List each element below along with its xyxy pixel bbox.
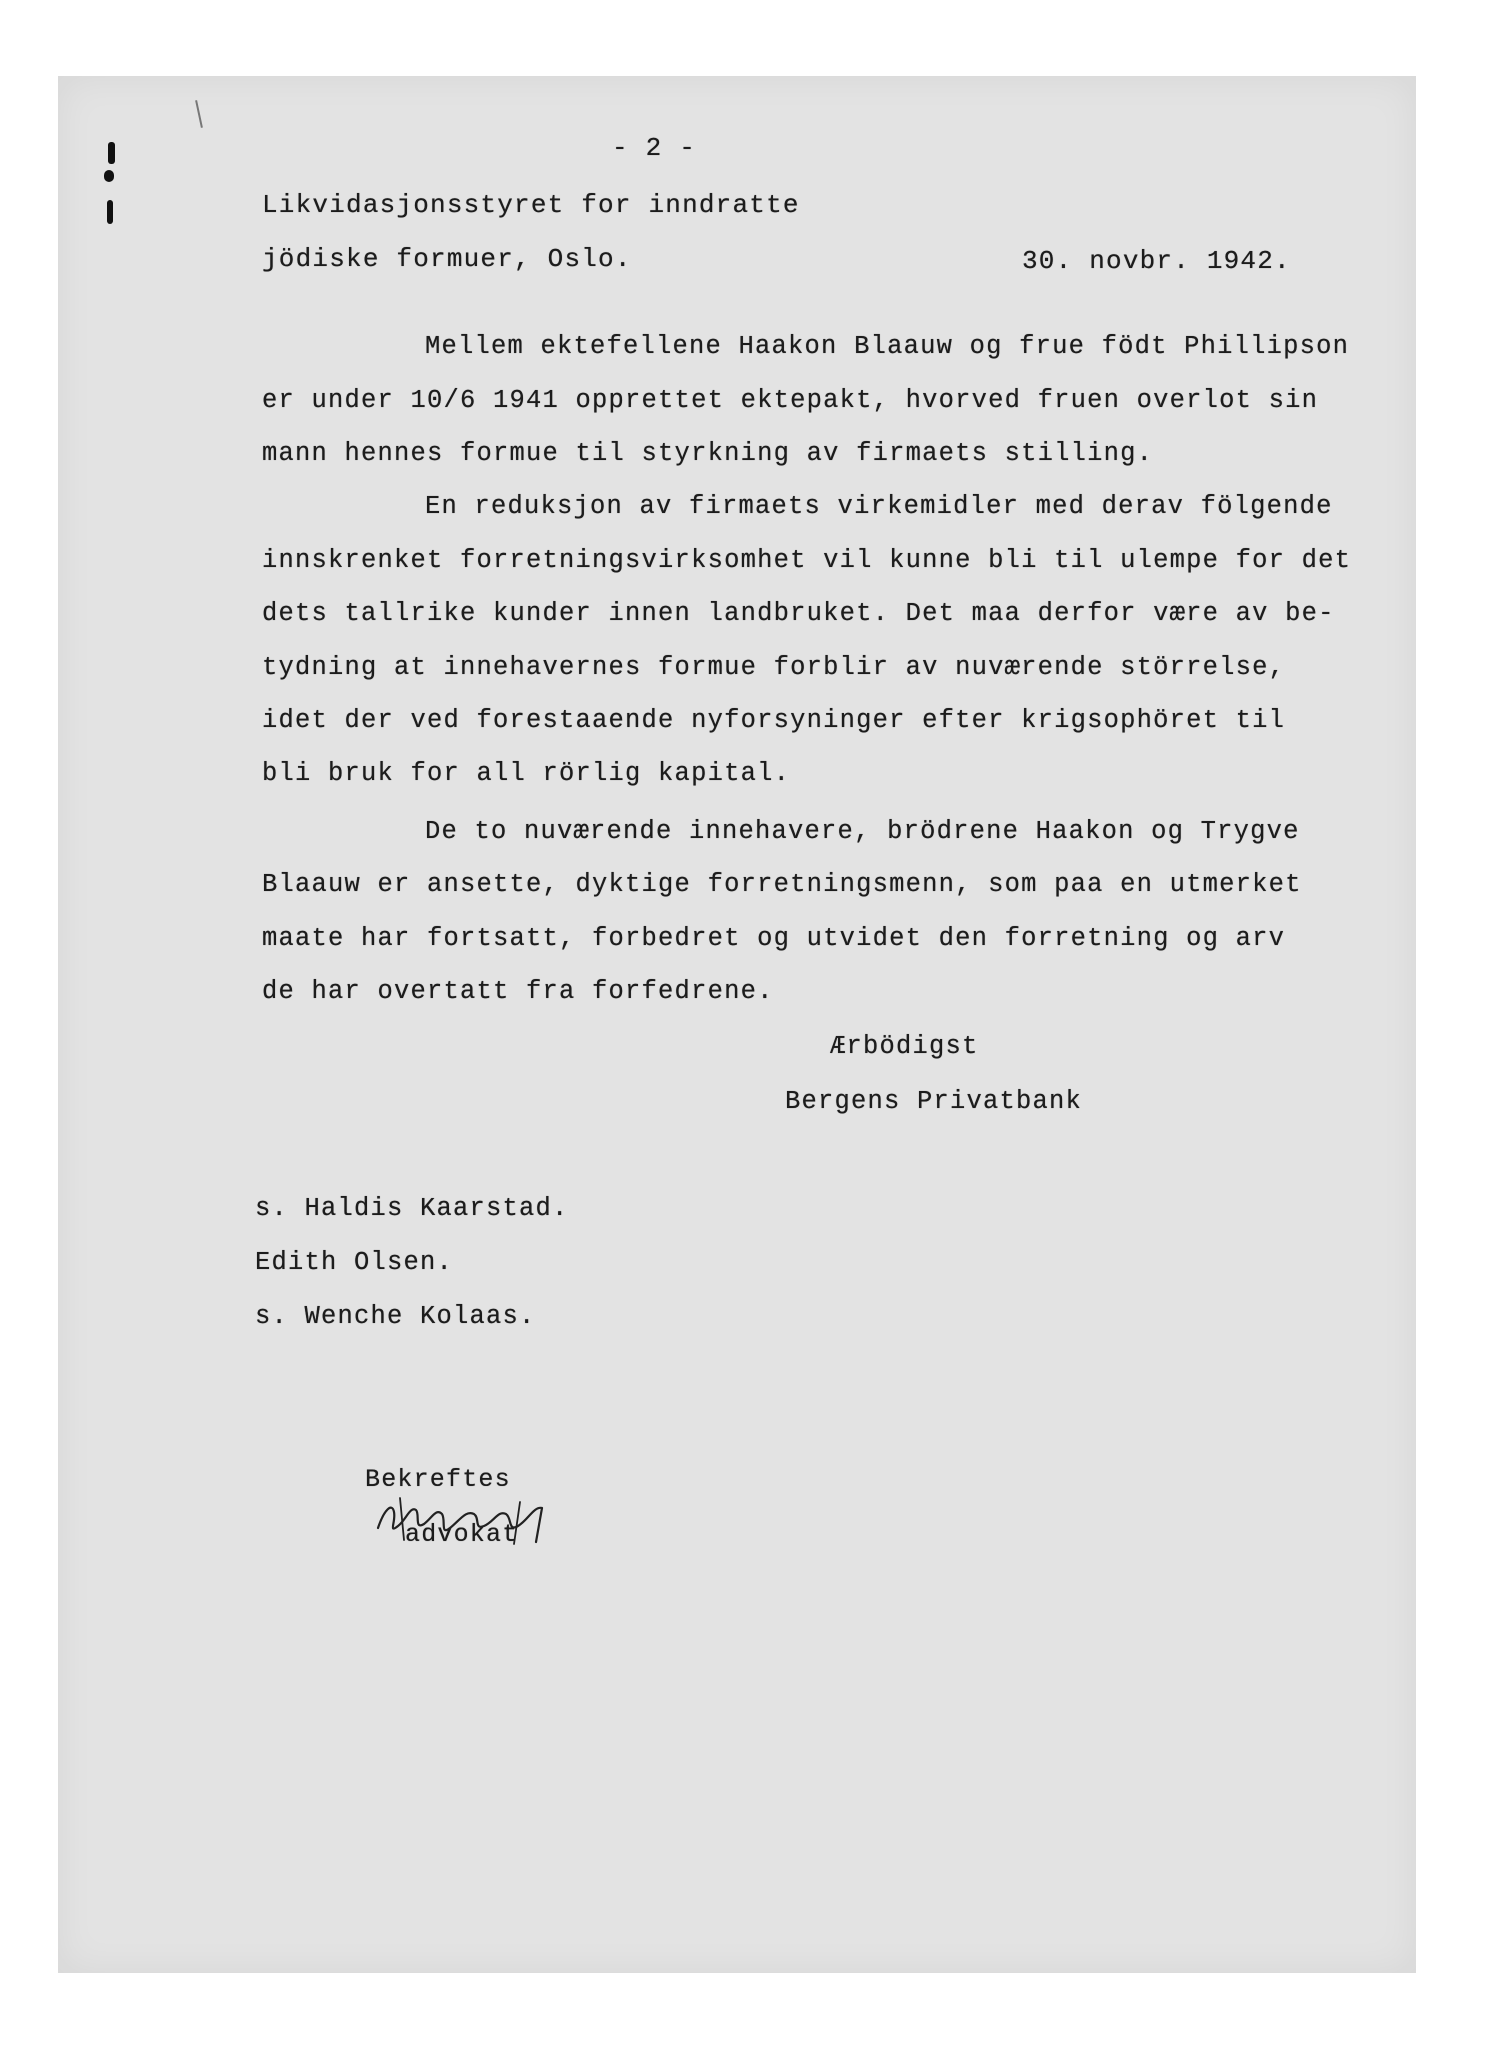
- signatory-1: s. Haldis Kaarstad.: [255, 1194, 569, 1223]
- paragraph-3-line-1: De to nuværende innehavere, brödrene Haakon og Trygve: [425, 817, 1300, 846]
- paragraph-3-line-3: maate har fortsatt, forbedret og utvidet den forretning og arv: [262, 924, 1286, 953]
- confirmation-title: advokat: [405, 1520, 519, 1549]
- letter-date: 30. novbr. 1942.: [1022, 246, 1291, 276]
- signatory-3: s. Wenche Kolaas.: [255, 1302, 536, 1331]
- paragraph-1-line-3: mann hennes formue til styrkning av firmaets stilling.: [262, 439, 1154, 468]
- binding-mark-bottom: [107, 200, 113, 224]
- paragraph-1-line-1: Mellem ektefellene Haakon Blaauw og frue födt Phillipson: [425, 332, 1350, 361]
- paragraph-2-line-6: bli bruk for all rörlig kapital.: [262, 759, 791, 788]
- sender-name: Bergens Privatbank: [785, 1087, 1083, 1116]
- closing-salutation: Ærbödigst: [830, 1032, 979, 1061]
- paragraph-1-line-2: er under 10/6 1941 opprettet ektepakt, hvorved fruen overlot sin: [262, 386, 1319, 415]
- paragraph-2-line-1: En reduksjon av firmaets virkemidler med derav fölgende: [425, 492, 1333, 521]
- paragraph-3-line-4: de har overtatt fra forfedrene.: [262, 977, 774, 1006]
- binding-mark-top: [108, 142, 115, 164]
- paragraph-3-line-2: Blaauw er ansette, dyktige forretningsmenn, som paa en utmerket: [262, 870, 1302, 899]
- signatory-2: Edith Olsen.: [255, 1248, 454, 1277]
- recipient-line-2: jödiske formuer, Oslo.: [262, 244, 632, 274]
- page-number: - 2 -: [612, 133, 697, 163]
- handwritten-signature: [370, 1480, 560, 1550]
- recipient-line-1: Likvidasjonsstyret for inndratte: [262, 190, 800, 220]
- paragraph-2-line-3: dets tallrike kunder innen landbruket. Det maa derfor være av be-: [262, 599, 1335, 628]
- paragraph-2-line-4: tydning at innehavernes formue forblir av nuværende störrelse,: [262, 653, 1286, 682]
- binding-mark-mid: [104, 170, 114, 182]
- confirmation-word: Bekreftes: [365, 1465, 511, 1494]
- paragraph-2-line-5: idet der ved forestaaende nyforsyninger efter krigsophöret til: [262, 706, 1286, 735]
- paragraph-2-line-2: innskrenket forretningsvirksomhet vil kunne bli til ulempe for det: [262, 546, 1352, 575]
